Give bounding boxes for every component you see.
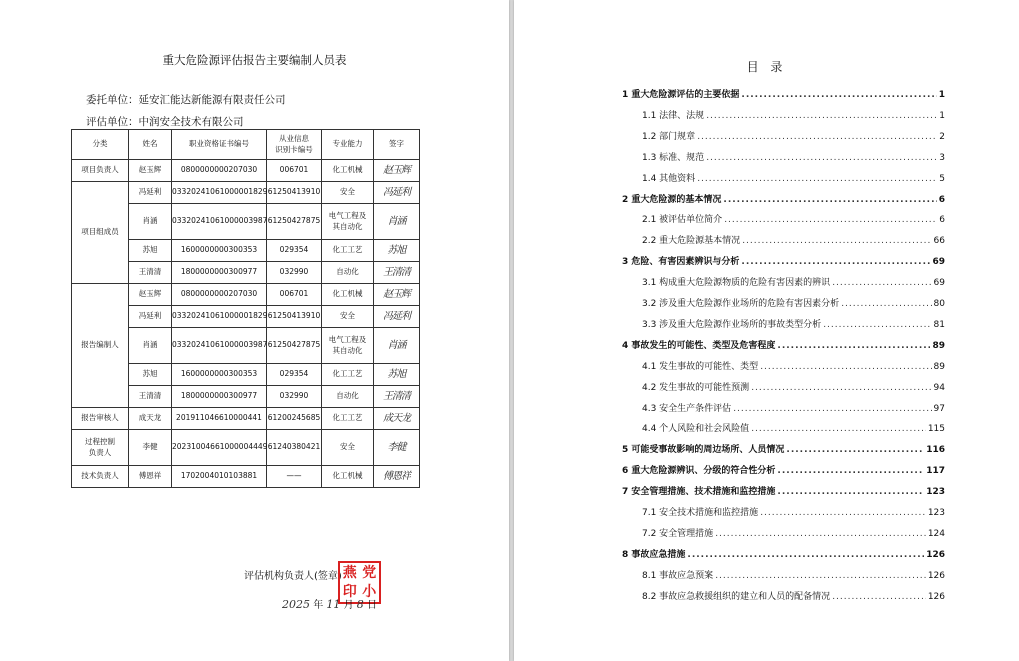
handwritten-signature: 赵玉辉	[383, 288, 410, 300]
category-cell	[72, 408, 129, 430]
toc-leader-dots	[706, 111, 937, 121]
id-card-cell: 006701	[267, 284, 322, 306]
table-header-row	[72, 130, 420, 160]
header-category: 分类	[72, 130, 129, 160]
category-label: 过程控制	[85, 437, 115, 447]
name-cell: 冯延利	[129, 182, 172, 204]
toc-entry-title: 2 重大危险源的基本情况	[622, 194, 722, 205]
id-card-cell: 029354	[267, 364, 322, 386]
toc-page-number: 115	[927, 424, 945, 435]
toc-entry-title: 6 重大危险源辨识、分级的符合性分析	[622, 466, 776, 477]
skill-label: 电气工程及	[328, 211, 367, 221]
toc-page-number: 81	[933, 319, 945, 330]
handwritten-signature: 傅恩祥	[383, 470, 410, 482]
toc-entry-title: 4.4 个人风险和社会风险值	[642, 424, 750, 435]
toc-chapter-entry	[622, 338, 945, 351]
toc-chapter-entry	[622, 87, 945, 100]
toc-page-number: 3	[939, 152, 945, 163]
header-cert: 职业资格证书编号	[172, 130, 267, 160]
date-day: 8	[356, 598, 364, 611]
header-id-card	[267, 130, 322, 160]
category-label: 负责人	[88, 447, 112, 457]
org-head-signature-label: 评估机构负责人(签章)	[244, 571, 342, 582]
id-card-cell: 61250427875	[267, 204, 322, 240]
category-label: 技术负责人	[81, 471, 119, 481]
id-card-cell: 032990	[267, 386, 322, 408]
toc-page-number: 124	[927, 528, 945, 539]
cert-number-cell: 0800000000207030	[172, 284, 267, 306]
handwritten-signature: 苏旭	[387, 368, 406, 380]
id-card-cell: 61250427875	[267, 328, 322, 364]
toc-leader-dots	[742, 236, 931, 246]
signature-cell	[374, 204, 420, 240]
toc-page-number: 66	[933, 236, 945, 247]
toc-title: 目 录	[746, 60, 787, 74]
toc-leader-dots	[760, 508, 926, 518]
cert-number-cell: 03320241061000001829	[172, 182, 267, 204]
toc-page-number: 97	[933, 403, 945, 414]
toc-section-entry	[642, 380, 945, 393]
skill-label: 自动化	[336, 391, 359, 401]
toc-page-number: 89	[932, 340, 945, 351]
toc-entry-title: 7.2 安全管理措施	[642, 528, 714, 539]
toc-leader-dots	[777, 341, 930, 351]
toc-page-number: 80	[933, 299, 945, 309]
staff-table	[71, 129, 420, 488]
signature-cell	[374, 306, 420, 328]
table-row	[72, 182, 420, 204]
skill-cell	[322, 262, 374, 284]
toc-page-number: 126	[926, 549, 945, 560]
id-card-cell: 61250413910	[267, 306, 322, 328]
toc-entry-title: 1.4 其他资料	[642, 173, 696, 184]
table-of-contents-page	[514, 0, 1019, 661]
toc-section-entry	[642, 421, 945, 434]
name-cell: 李健	[129, 430, 172, 466]
toc-entry-title: 7.1 安全技术措施和监控措施	[642, 508, 759, 518]
cert-number-cell: 03320241061000001829	[172, 306, 267, 328]
toc-page-number: 1	[938, 90, 945, 100]
skill-cell	[322, 328, 374, 364]
client-line	[86, 92, 286, 107]
toc-entry-title: 3.2 涉及重大危险源作业场所的危险有害因素分析	[642, 299, 840, 309]
category-cell	[72, 160, 129, 182]
table-row	[72, 408, 420, 430]
date-month: 11	[326, 598, 341, 611]
category-cell	[72, 182, 129, 284]
toc-section-entry	[642, 150, 945, 163]
toc-entry-title: 4.3 安全生产条件评估	[642, 403, 732, 414]
handwritten-signature: 肖涵	[387, 339, 406, 351]
date-day-unit: 日	[366, 600, 377, 611]
toc-leader-dots	[687, 550, 924, 560]
toc-section-entry	[642, 568, 945, 581]
toc-leader-dots	[786, 445, 924, 455]
toc-entry-title: 4.2 发生事故的可能性预测	[642, 382, 750, 393]
category-label: 报告编制人	[81, 340, 119, 350]
header-skill: 专业能力	[322, 130, 374, 160]
table-row	[72, 160, 420, 182]
client-value: 延安汇能达新能源有限责任公司	[138, 94, 286, 106]
name-cell: 肖涵	[129, 328, 172, 364]
toc-page-number: 6	[938, 194, 945, 205]
evaluator-value: 中润安全技术有限公司	[138, 116, 244, 128]
handwritten-signature: 冯延利	[383, 186, 410, 198]
toc-entry-title: 2.2 重大危险源基本情况	[642, 236, 741, 247]
toc-page-number: 116	[926, 445, 945, 456]
toc-section-entry	[642, 359, 945, 372]
toc-leader-dots	[841, 299, 931, 309]
toc-entry-title: 8.2 事故应急救援组织的建立和人员的配备情况	[642, 591, 831, 602]
toc-section-entry	[642, 505, 945, 518]
toc-chapter-entry	[622, 254, 945, 267]
toc-leader-dots	[723, 195, 936, 205]
signature-cell	[374, 430, 420, 466]
cert-number-cell: 0800000000207030	[172, 160, 267, 182]
name-cell: 王清清	[129, 262, 172, 284]
toc-entry-title: 7 安全管理措施、技术措施和监控措施	[622, 487, 776, 498]
date-month-unit: 月	[343, 600, 354, 611]
stamp-char: 小	[362, 584, 377, 601]
toc-leader-dots	[751, 383, 931, 393]
category-label: 项目组成员	[81, 227, 119, 237]
toc-page-number: 126	[927, 591, 945, 602]
table-row	[72, 466, 420, 488]
toc-page-number: 126	[927, 570, 945, 581]
toc-section-entry	[642, 129, 945, 142]
skill-cell	[322, 160, 374, 182]
skill-cell	[322, 240, 374, 262]
toc-leader-dots	[715, 529, 926, 539]
skill-label: 自动化	[336, 267, 359, 277]
category-cell	[72, 284, 129, 408]
signature-cell	[374, 262, 420, 284]
stamp-char: 党	[362, 564, 377, 581]
header-name: 姓名	[129, 130, 172, 160]
toc-leader-dots	[823, 320, 931, 330]
toc-section-entry	[642, 317, 945, 330]
signature-cell	[374, 182, 420, 204]
category-label: 项目负责人	[81, 165, 119, 175]
toc-section-entry	[642, 171, 945, 184]
table-row	[72, 284, 420, 306]
name-cell: 苏旭	[129, 364, 172, 386]
staff-list-page	[0, 0, 509, 661]
toc-page-number: 1	[939, 110, 945, 121]
skill-cell	[322, 364, 374, 386]
skill-label: 化工机械	[332, 471, 363, 481]
toc-chapter-entry	[622, 442, 945, 455]
toc-entry-title: 3 危险、有害因素辨识与分析	[622, 257, 740, 268]
toc-section-entry	[642, 108, 945, 121]
id-card-cell: 61200245685	[267, 408, 322, 430]
toc-entry-title: 3.1 构成重大危险源物质的危险有害因素的辨识	[642, 278, 831, 289]
skill-label: 电气工程及	[328, 335, 367, 345]
cert-number-cell: 201911046610000441	[172, 408, 267, 430]
skill-label: 安全	[340, 442, 355, 452]
handwritten-signature: 肖涵	[387, 215, 406, 227]
toc-chapter-entry	[622, 484, 945, 497]
header-id-card-line: 识别卡编号	[275, 144, 313, 154]
category-cell	[72, 430, 129, 466]
toc-chapter-entry	[622, 192, 945, 205]
toc-chapter-entry	[622, 463, 945, 476]
toc-leader-dots	[832, 278, 931, 288]
sign-date	[282, 596, 377, 611]
skill-label: 其自动化	[332, 221, 363, 231]
toc-page-number: 5	[939, 173, 945, 184]
name-cell: 傅恩祥	[129, 466, 172, 488]
handwritten-signature: 成天龙	[383, 412, 410, 424]
skill-cell	[322, 284, 374, 306]
signature-cell	[374, 364, 420, 386]
signature-cell	[374, 408, 420, 430]
toc-leader-dots	[741, 257, 930, 267]
toc-entry-title: 8.1 事故应急预案	[642, 570, 714, 581]
toc-page-number: 117	[926, 466, 945, 477]
name-cell: 苏旭	[129, 240, 172, 262]
skill-cell	[322, 204, 374, 240]
cert-number-cell: 1800000000300977	[172, 386, 267, 408]
toc-chapter-entry	[622, 547, 945, 560]
name-cell: 冯延利	[129, 306, 172, 328]
skill-cell	[322, 430, 374, 466]
toc-leader-dots	[777, 466, 924, 476]
stamp-char: 印	[342, 584, 357, 601]
header-id-card-line: 从业信息	[279, 134, 309, 144]
header-signature: 签字	[374, 130, 420, 160]
category-label: 报告审核人	[81, 413, 119, 423]
date-year-unit: 年	[313, 600, 324, 611]
toc-leader-dots	[751, 424, 926, 434]
id-card-cell: 61250413910	[267, 182, 322, 204]
skill-label: 其自动化	[332, 345, 363, 355]
id-card-cell: ——	[267, 466, 322, 488]
cert-number-cell: 1600000000300353	[172, 240, 267, 262]
toc-entry-title: 1.1 法律、法规	[642, 110, 705, 121]
stamp-char: 燕	[342, 564, 357, 581]
cert-number-cell: 20231004661000004449	[172, 430, 267, 466]
signature-cell	[374, 466, 420, 488]
toc-section-entry	[642, 526, 945, 539]
skill-cell	[322, 466, 374, 488]
toc-entry-title: 5 可能受事故影响的周边场所、人员情况	[622, 445, 785, 456]
skill-label: 安全	[340, 311, 355, 321]
toc-section-entry	[642, 401, 945, 414]
evaluator-label: 评估单位：	[86, 116, 139, 128]
toc-section-entry	[642, 212, 945, 225]
skill-label: 化工机械	[332, 289, 363, 299]
id-card-cell: 032990	[267, 262, 322, 284]
toc-section-entry	[642, 296, 945, 309]
handwritten-signature: 赵玉辉	[383, 164, 410, 176]
name-cell: 赵玉辉	[129, 284, 172, 306]
toc-entry-title: 1.2 部门规章	[642, 131, 696, 142]
toc-page-number: 69	[932, 257, 945, 268]
toc-page-number: 89	[933, 361, 945, 372]
id-card-cell: 61240380421	[267, 430, 322, 466]
signature-cell	[374, 160, 420, 182]
skill-cell	[322, 408, 374, 430]
toc-leader-dots	[741, 90, 936, 100]
skill-label: 安全	[340, 187, 355, 197]
toc-section-entry	[642, 233, 945, 246]
toc-entry-title: 4.1 发生事故的可能性、类型	[642, 361, 759, 372]
toc-entry-title: 1 重大危险源评估的主要依据	[622, 90, 740, 100]
toc-page-number: 6	[939, 215, 945, 226]
toc-entry-title: 2.1 被评估单位简介	[642, 215, 723, 226]
toc-page-number: 69	[933, 278, 945, 289]
signature-cell	[374, 386, 420, 408]
toc-leader-dots	[697, 174, 937, 184]
toc-leader-dots	[724, 215, 937, 225]
id-card-cell: 006701	[267, 160, 322, 182]
toc-page-number: 94	[933, 382, 945, 393]
signature-cell	[374, 240, 420, 262]
cert-number-cell: 1800000000300977	[172, 262, 267, 284]
toc-leader-dots	[715, 571, 926, 581]
toc-page-number: 123	[926, 487, 945, 498]
signature-cell	[374, 328, 420, 364]
toc-leader-dots	[832, 592, 926, 602]
toc-entry-title: 3.3 涉及重大危险源作业场所的事故类型分析	[642, 319, 822, 330]
cert-number-cell: 03320241061000003987	[172, 204, 267, 240]
id-card-cell: 029354	[267, 240, 322, 262]
skill-cell	[322, 182, 374, 204]
toc-page-number: 123	[927, 508, 945, 518]
toc-entry-title: 4 事故发生的可能性、类型及危害程度	[622, 340, 776, 351]
skill-label: 化工机械	[332, 165, 363, 175]
name-cell: 肖涵	[129, 204, 172, 240]
toc-section-entry	[642, 275, 945, 288]
name-cell: 成天龙	[129, 408, 172, 430]
table-row	[72, 430, 420, 466]
toc-leader-dots	[777, 487, 924, 497]
skill-label: 化工工艺	[332, 413, 363, 423]
toc-entry-title: 1.3 标准、规范	[642, 152, 705, 163]
page-title: 重大危险源评估报告主要编制人员表	[162, 53, 347, 67]
toc-leader-dots	[697, 132, 937, 142]
handwritten-signature: 苏旭	[387, 244, 406, 256]
toc-leader-dots	[733, 404, 931, 414]
handwritten-signature: 冯延利	[383, 310, 410, 322]
skill-label: 化工工艺	[332, 245, 363, 255]
name-cell: 赵玉辉	[129, 160, 172, 182]
handwritten-signature: 李健	[387, 441, 406, 453]
name-cell: 王清清	[129, 386, 172, 408]
evaluator-line	[86, 114, 244, 129]
handwritten-signature: 王清清	[383, 390, 410, 402]
toc-section-entry	[642, 589, 945, 602]
cert-number-cell: 03320241061000003987	[172, 328, 267, 364]
skill-cell	[322, 386, 374, 408]
date-year: 2025	[282, 598, 310, 611]
client-label: 委托单位：	[86, 94, 139, 106]
cert-number-cell: 1600000000300353	[172, 364, 267, 386]
toc-entry-title: 8 事故应急措施	[622, 549, 686, 560]
skill-label: 化工工艺	[332, 369, 363, 379]
handwritten-signature: 王清清	[383, 266, 410, 278]
skill-cell	[322, 306, 374, 328]
toc-leader-dots	[706, 153, 937, 163]
toc-page-number: 2	[939, 131, 945, 142]
category-cell	[72, 466, 129, 488]
signature-cell	[374, 284, 420, 306]
toc-leader-dots	[760, 362, 931, 372]
cert-number-cell: 1702004010103881	[172, 466, 267, 488]
